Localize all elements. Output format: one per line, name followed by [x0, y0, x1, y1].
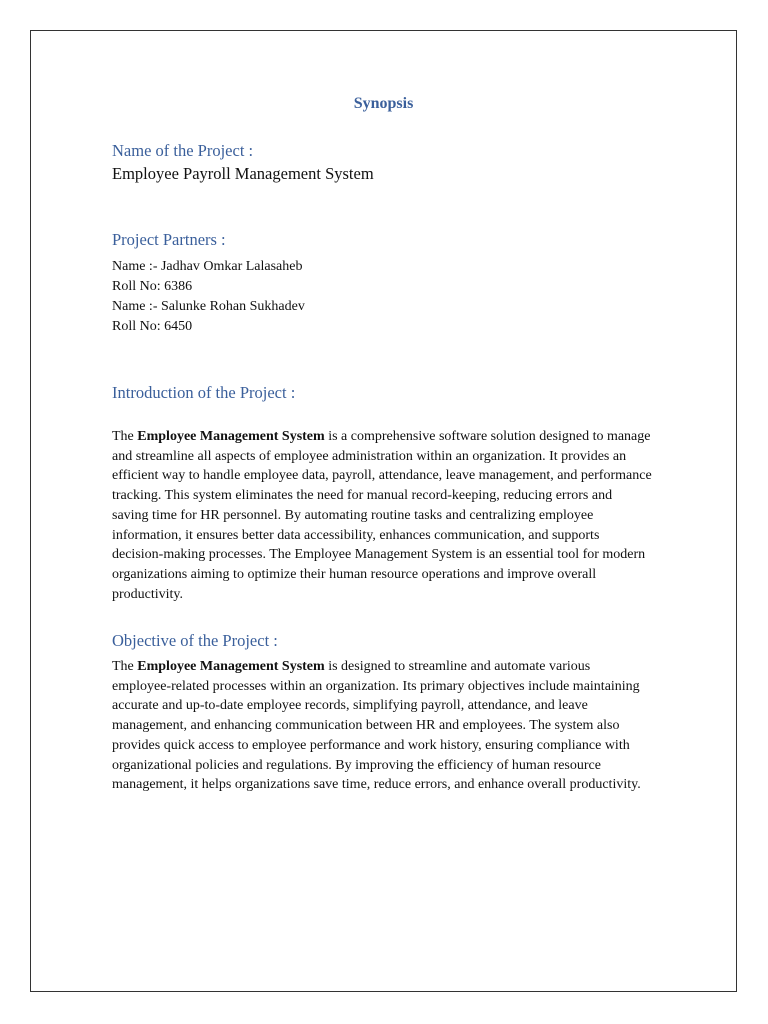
- partner-2-roll: Roll No: 6450: [112, 319, 193, 334]
- partner-2-name: Name :- Salunke Rohan Sukhadev: [112, 299, 305, 314]
- introduction-text: is a comprehensive software solution designed to manage and streamline all aspects of employee administration within an organization. It provides an efficient way to handle employee data, payroll, attendance, leave management, and performance tracking. This system eliminates the need for manual record-keeping, reducing errors and saving time for HR personnel. By automating routine tasks and centralizing employee information, it ensures better data accessibility, enhances communication, and supports decision-making processes. The Employee Management System is an essential tool for modern organizations aiming to optimize their human resource operations and improve overall productivity.: [112, 429, 652, 602]
- objective-bold-term: Employee Management System: [137, 659, 325, 674]
- objective-text: is designed to streamline and automate various employee-related processes within an organization. Its primary objectives include maintaining accurate and up-to-date employee records, simplifying payroll, attendance, and leave management, and enhancing communication between HR and employees. The system also provides quick access to employee performance and work history, ensuring compliance with organizational policies and regulations. By improving the efficiency of human resource management, it helps organizations save time, reduce errors, and enhance overall productivity.: [112, 659, 641, 793]
- introduction-paragraph: [112, 427, 652, 604]
- objective-heading: Objective of the Project :: [112, 631, 278, 650]
- introduction-lead: The: [112, 429, 138, 444]
- document-title: Synopsis: [353, 95, 414, 112]
- partners-list: [112, 257, 305, 337]
- partner-1-roll: Roll No: 6386: [112, 279, 193, 294]
- project-partners-heading: Project Partners :: [112, 230, 226, 249]
- partner-1-name: Name :- Jadhav Omkar Lalasaheb: [112, 259, 303, 274]
- objective-lead: The: [112, 659, 138, 674]
- project-name-value: Employee Payroll Management System: [112, 164, 374, 183]
- introduction-bold-term: Employee Management System: [137, 429, 325, 444]
- project-name-heading: Name of the Project :: [112, 141, 254, 160]
- document-page: [30, 30, 737, 992]
- objective-paragraph: [112, 657, 652, 795]
- introduction-heading: Introduction of the Project :: [112, 383, 296, 402]
